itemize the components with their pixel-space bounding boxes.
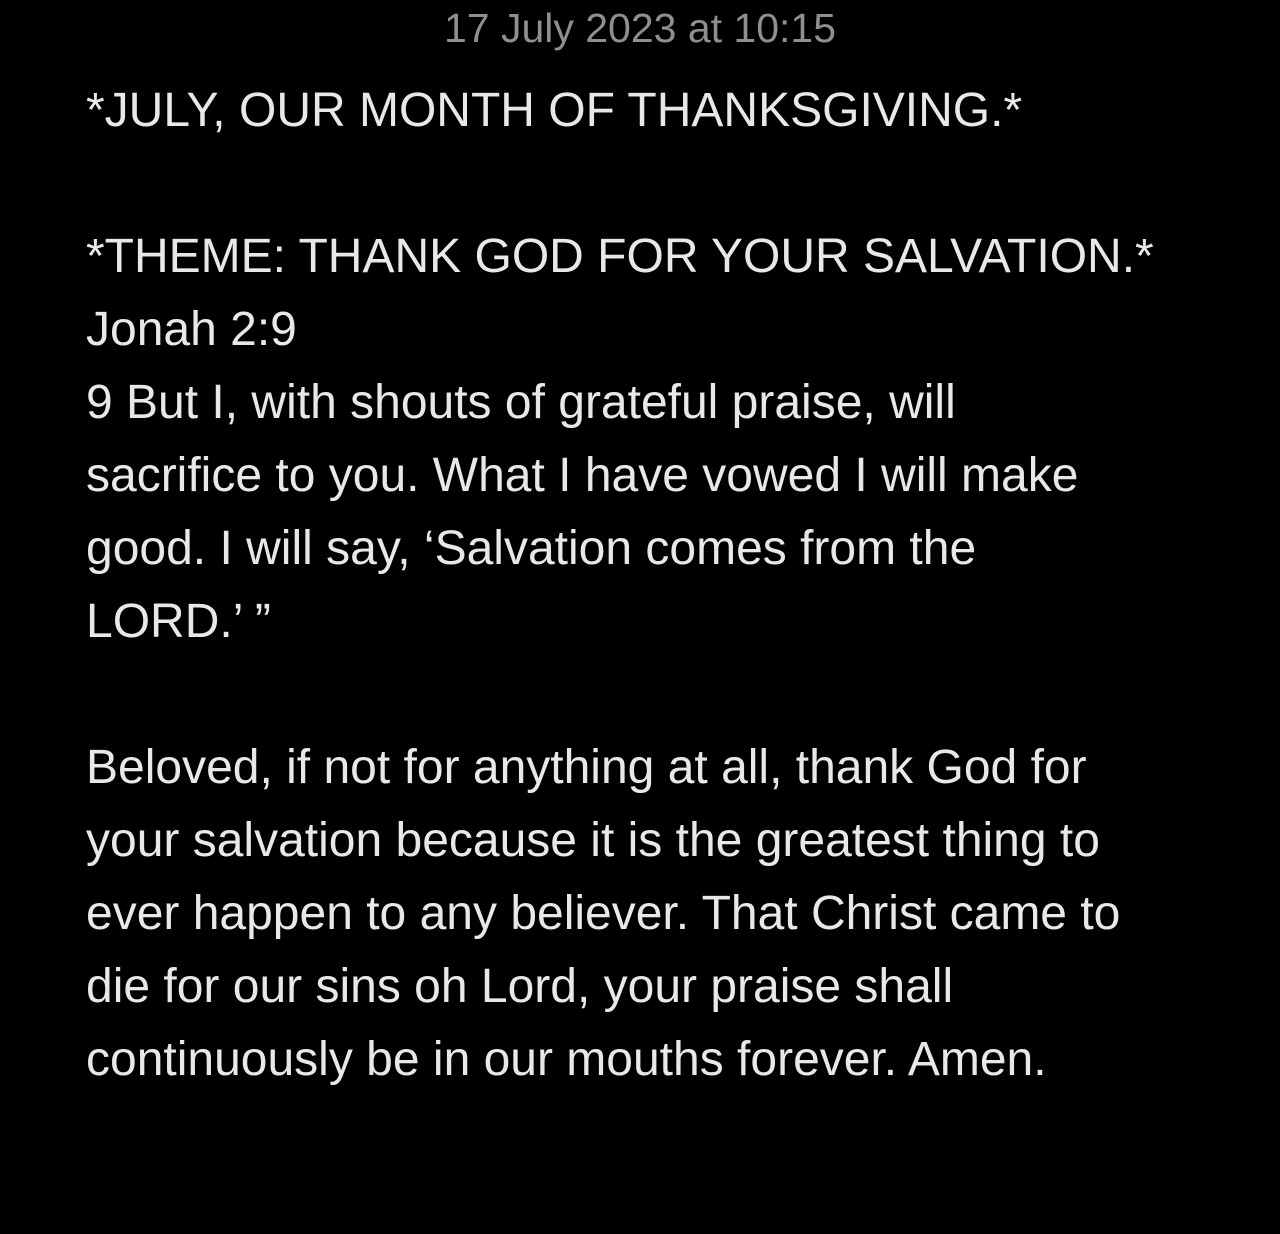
note-timestamp: 17 July 2023 at 10:15: [443, 5, 837, 51]
blank-line: [86, 658, 1236, 731]
note-title: *JULY, OUR MONTH OF THANKSGIVING.*: [86, 84, 1023, 137]
verse-line: good. I will say, ‘Salvation comes from the: [86, 522, 977, 575]
reflection-line: ever happen to any believer. That Christ came to: [86, 887, 1121, 940]
reflection-line: die for our sins oh Lord, your praise shall: [86, 960, 954, 1013]
reflection-line: your salvation because it is the greatest thing to: [86, 814, 1100, 867]
scripture-reference: Jonah 2:9: [86, 303, 297, 356]
note-theme: *THEME: THANK GOD FOR YOUR SALVATION.*: [86, 230, 1154, 283]
verse-line: sacrifice to you. What I have vowed I will make: [86, 449, 1079, 502]
verse-line: LORD.’ ”: [86, 595, 271, 648]
note-body[interactable]: [86, 74, 1236, 1096]
reflection-line: continuously be in our mouths forever. Amen.: [86, 1033, 1047, 1086]
blank-line: [86, 147, 1236, 220]
reflection-line: Beloved, if not for anything at all, thank God for: [86, 741, 1087, 794]
verse-line: 9 But I, with shouts of grateful praise, will: [86, 376, 956, 429]
